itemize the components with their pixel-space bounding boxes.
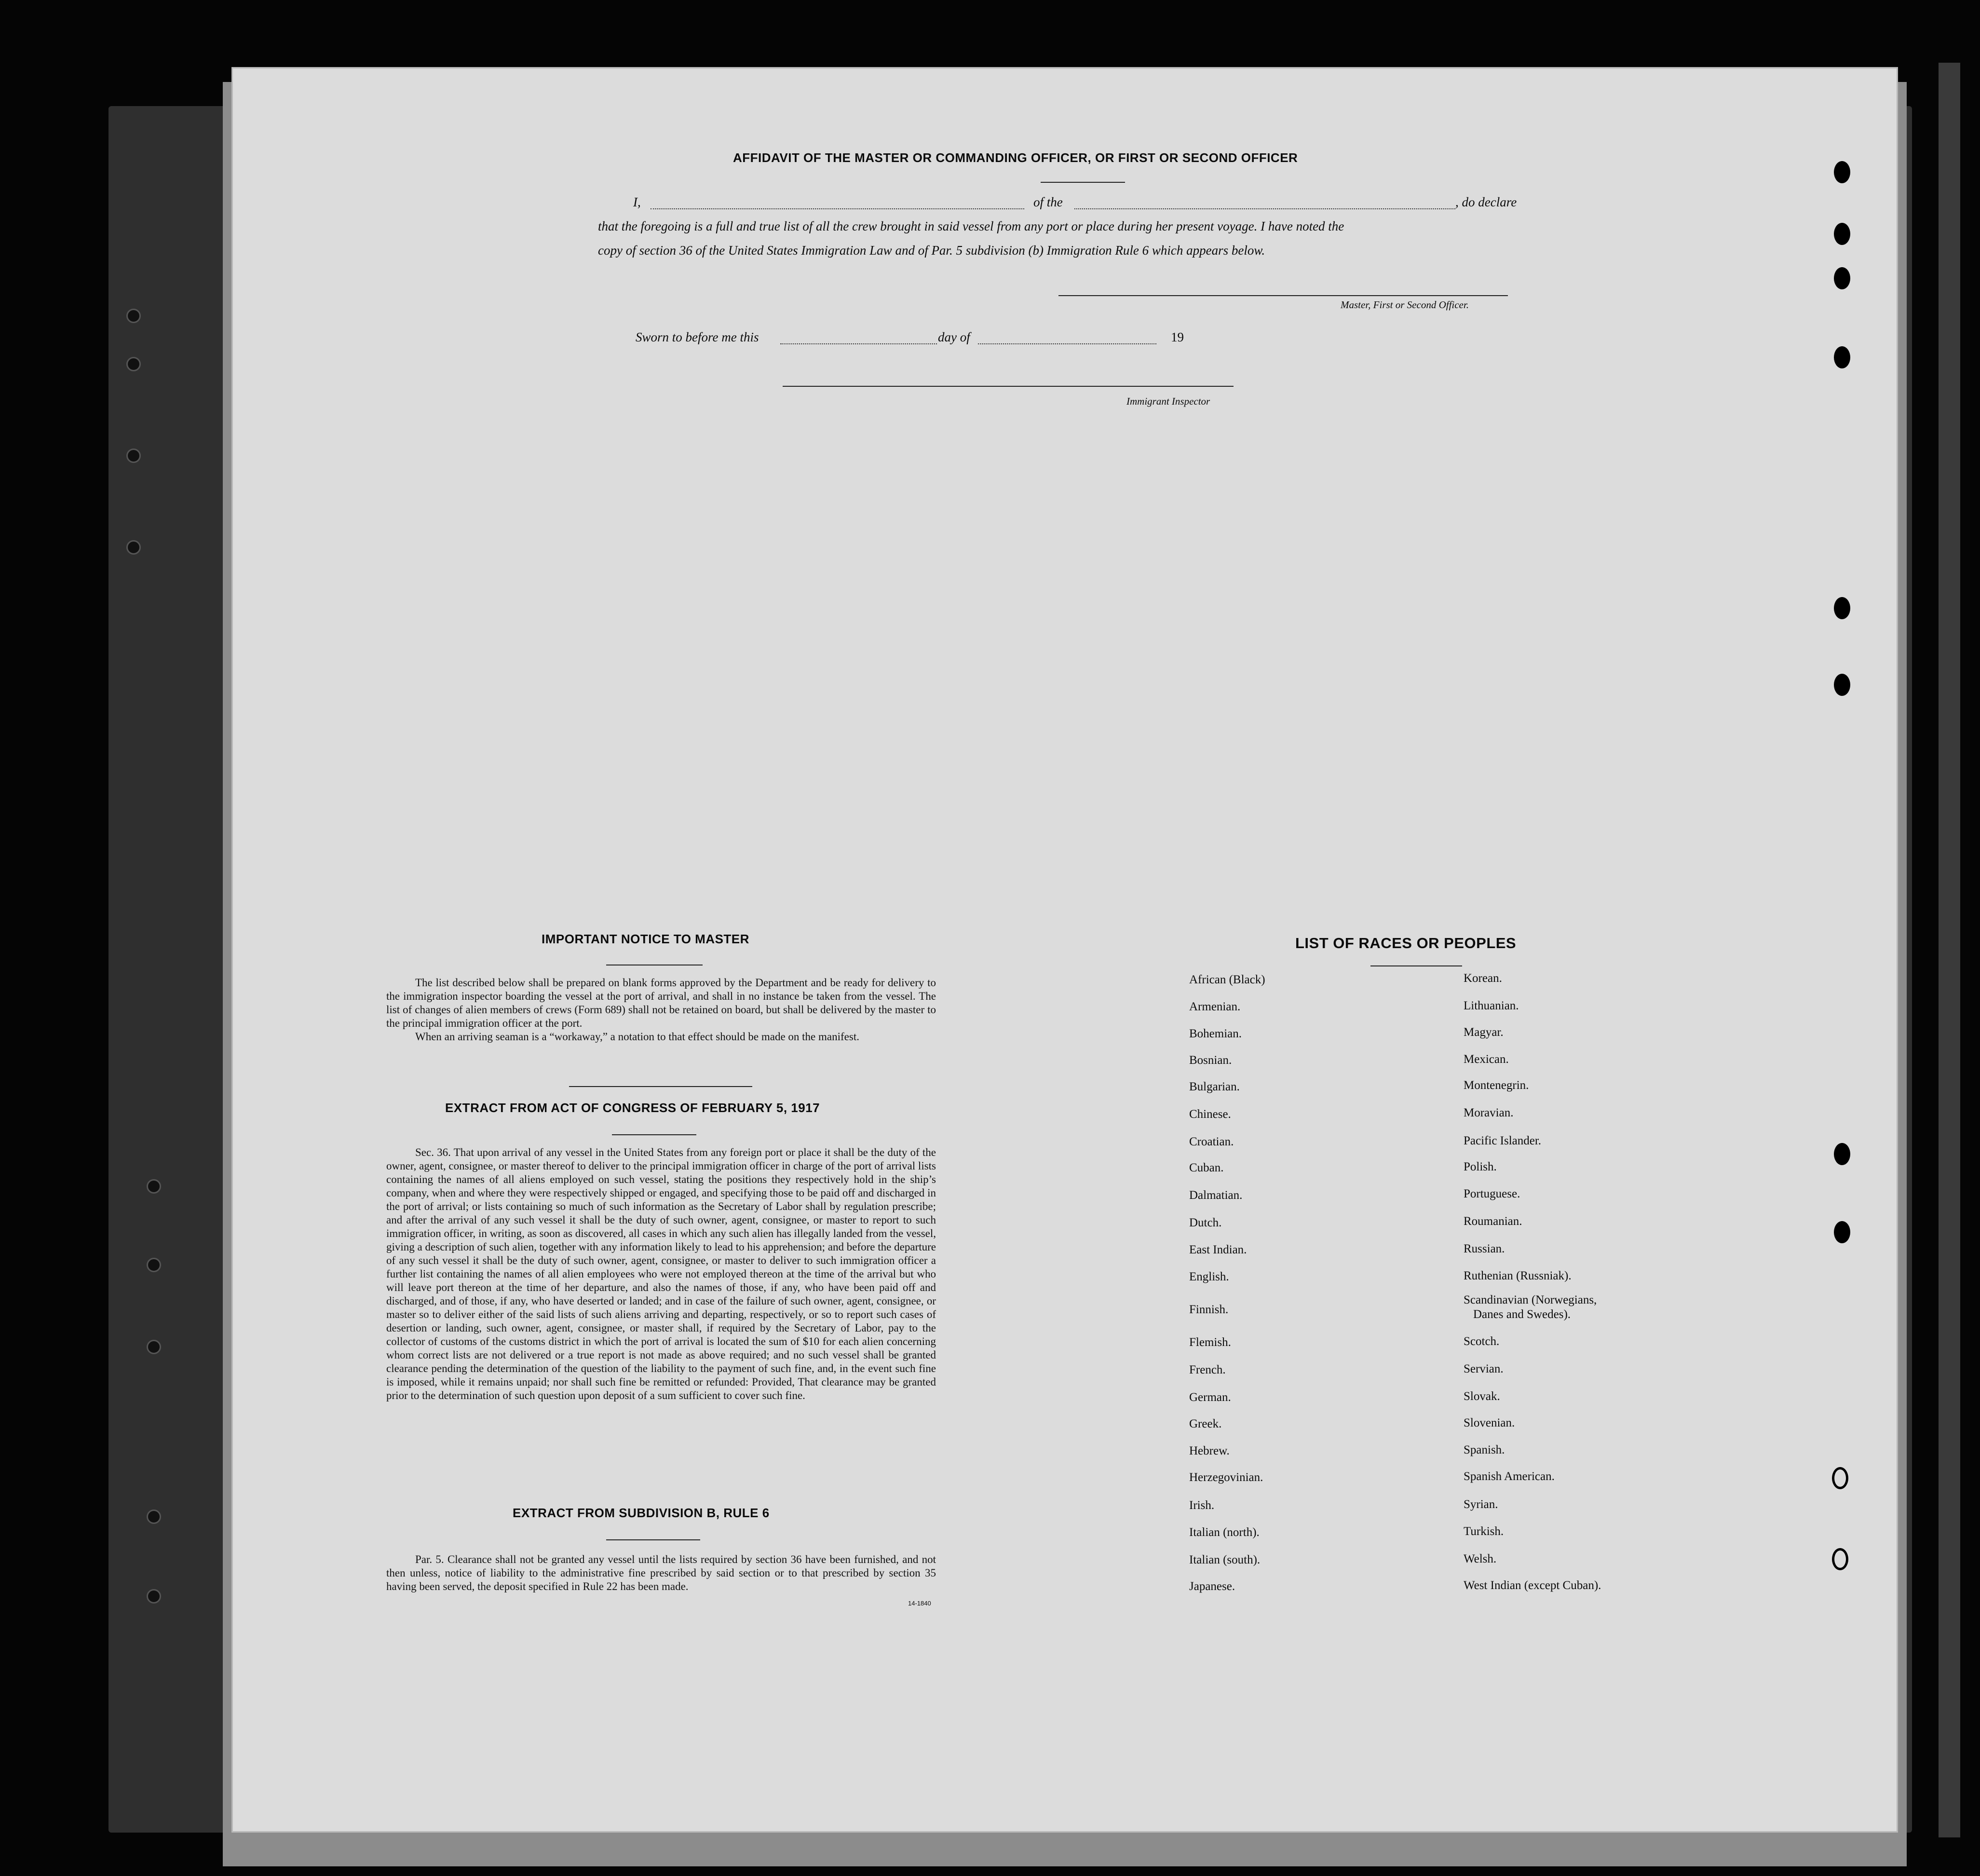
race-item: Greek.: [1189, 1417, 1222, 1430]
races-title-rule: [1370, 965, 1462, 966]
race-item: Herzegovinian.: [1189, 1471, 1263, 1484]
race-item: East Indian.: [1189, 1243, 1247, 1256]
declarant-name-field[interactable]: [651, 208, 1024, 209]
notice-paragraph-1: The list described below shall be prepared on blank forms approved by the Department and be ready for delivery to the immigration inspector boarding the vessel at the port of arrival, and shall in no instance be taken from the vessel. The list of changes of alien members of crews (Form 689) shall not be retained on board, but shall be delivered by the master to the principal immigration officer at the port.: [386, 977, 936, 1029]
race-item: French.: [1189, 1363, 1226, 1376]
race-item: Korean.: [1464, 972, 1502, 985]
race-item: Danes and Swedes).: [1473, 1308, 1571, 1321]
race-item: Scandinavian (Norwegians,: [1464, 1293, 1597, 1306]
notice-title: IMPORTANT NOTICE TO MASTER: [542, 932, 749, 946]
binder-hole: [126, 357, 141, 371]
race-item: Bohemian.: [1189, 1027, 1242, 1040]
officer-signature-label: Master, First or Second Officer.: [1341, 299, 1469, 311]
race-item: African (Black): [1189, 973, 1265, 986]
inspector-signature-line[interactable]: [783, 386, 1234, 387]
declarant-label: I,: [633, 195, 641, 209]
race-item: Cuban.: [1189, 1161, 1224, 1174]
rule6-title: EXTRACT FROM SUBDIVISION B, RULE 6: [513, 1506, 770, 1520]
binder-hole: [147, 1179, 161, 1194]
race-item: Slovak.: [1464, 1390, 1500, 1403]
punch-hole: [1834, 267, 1850, 289]
race-item: Spanish American.: [1464, 1470, 1555, 1483]
binder-hole: [147, 1340, 161, 1354]
race-item: Portuguese.: [1464, 1187, 1520, 1200]
sworn-year-label: 19: [1171, 330, 1184, 344]
races-title: LIST OF RACES OR PEOPLES: [1295, 935, 1517, 952]
binder-hole: [147, 1509, 161, 1524]
notice-divider: [569, 1086, 752, 1087]
punch-hole: [1834, 1221, 1850, 1243]
form-number: 14-1840: [908, 1600, 931, 1607]
race-item: Hebrew.: [1189, 1444, 1230, 1457]
binder-hole: [147, 1589, 161, 1604]
punch-hole: [1834, 597, 1850, 619]
punch-hole: [1834, 674, 1850, 696]
binder-hole: [126, 540, 141, 555]
race-item: Dalmatian.: [1189, 1189, 1243, 1202]
affidavit-title-rule: [1041, 182, 1125, 183]
race-item: Lithuanian.: [1464, 999, 1519, 1012]
affidavit-title: AFFIDAVIT OF THE MASTER OR COMMANDING OFFICER, OR FIRST OR SECOND OFFICER: [733, 150, 1298, 165]
affidavit-line-3: copy of section 36 of the United States Immigration Law and of Par. 5 subdivision (b) Immigration Rule 6 which appears below.: [598, 243, 1265, 258]
race-item: Moravian.: [1464, 1106, 1514, 1119]
inspector-label: Immigrant Inspector: [1126, 395, 1210, 407]
act-title: EXTRACT FROM ACT OF CONGRESS OF FEBRUARY 5, 1917: [445, 1101, 820, 1115]
sworn-label: Sworn to before me this: [636, 330, 759, 344]
race-item: Turkish.: [1464, 1525, 1504, 1538]
race-item: Polish.: [1464, 1160, 1497, 1173]
race-item: Bulgarian.: [1189, 1080, 1240, 1093]
race-item: Syrian.: [1464, 1498, 1498, 1511]
race-item: Italian (north).: [1189, 1526, 1260, 1539]
race-item: Servian.: [1464, 1362, 1504, 1375]
binder-hole: [126, 449, 141, 463]
sworn-month-field[interactable]: [978, 343, 1156, 344]
race-item: Welsh.: [1464, 1552, 1497, 1565]
race-item: Roumanian.: [1464, 1215, 1522, 1228]
race-item: Bosnian.: [1189, 1054, 1232, 1067]
notice-paragraph-2: When an arriving seaman is a “workaway,” a notation to that effect should be made on the manifest.: [415, 1031, 859, 1043]
race-item: German.: [1189, 1391, 1231, 1404]
binder-hole: [126, 309, 141, 323]
act-section-36: Sec. 36. That upon arrival of any vessel in the United States from any foreign port or place it shall be the duty of the owner, agent, consignee, or master thereof to deliver to the principal immigration officer in charge of the port of arrival lists containing the names of all aliens employed on such vessel, stating the positions they respectively hold in the ship’s company, when and where they were respectively shipped or engaged, and specifying those to be paid off and discharged in the port of arrival; or lists containing so much of such information as the Secretary of Labor shall by regulation prescribe; and after the arrival of any such vessel it shall be the duty of such owner, agent, consignee, or master to report to such immigration officer, in writing, as soon as discovered, all cases in which any such alien has illegally landed from the vessel, giving a description of such alien, together with any information likely to lead to his apprehension; and before the departure of any such vessel it shall be the duty of such owner, agent, consignee, or master to deliver to such immigration officer a further list containing the names of all alien employees who were not employed thereon at the time of the arrival but who will leave port thereon at the time of her departure, and also the names of those, if any, who have been paid off and discharged, and of those, if any, who have deserted or landed; and in case of the failure of such owner, agent, consignee, or master so to deliver either of the said lists of such aliens arriving and departing, respectively, or so to report such cases of desertion or landing, such owner, agent, consignee, or master shall, if required by the Secretary of Labor, pay to the collector of customs of the customs district in which the port of arrival is located the sum of $10 for each alien concerning whom correct lists are not delivered or a true report is not made as above required; and no such vessel shall be granted clearance pending the determination of the question of the liability to the payment of such fine, and, in the event such fine is imposed, while it remains unpaid; nor shall such fine be remitted or refunded: Provided, That clearance may be granted prior to the determination of such question upon deposit of a sum sufficient to cover such fine.: [386, 1146, 936, 1401]
rule6-paragraph: Par. 5. Clearance shall not be granted any vessel until the lists required by section 36 have been furnished, and not then unless, notice of liability to the administrative fine prescribed by said section or to that prescribed by section 35 having been served, the deposit specified in Rule 22 has been made.: [386, 1553, 936, 1592]
race-item: Chinese.: [1189, 1108, 1231, 1121]
race-item: Magyar.: [1464, 1026, 1504, 1039]
race-item: English.: [1189, 1270, 1229, 1283]
punch-ring: [1832, 1548, 1848, 1570]
race-item: Armenian.: [1189, 1000, 1241, 1013]
race-item: Montenegrin.: [1464, 1079, 1529, 1092]
race-item: Irish.: [1189, 1499, 1215, 1512]
race-item: Croatian.: [1189, 1135, 1234, 1148]
race-item: Dutch.: [1189, 1216, 1222, 1229]
race-item: West Indian (except Cuban).: [1464, 1579, 1601, 1592]
declare-text: , do declare: [1455, 195, 1517, 209]
punch-hole: [1834, 1143, 1850, 1165]
race-item: Italian (south).: [1189, 1553, 1261, 1566]
punch-hole: [1834, 223, 1850, 245]
vessel-label: of the: [1033, 195, 1063, 209]
sworn-day-field[interactable]: [780, 343, 937, 344]
race-item: Russian.: [1464, 1242, 1505, 1255]
punch-hole: [1834, 346, 1850, 368]
race-item: Finnish.: [1189, 1303, 1229, 1316]
rule6-title-rule: [606, 1539, 700, 1540]
race-item: Japanese.: [1189, 1580, 1235, 1593]
race-item: Ruthenian (Russniak).: [1464, 1269, 1572, 1282]
race-item: Pacific Islander.: [1464, 1134, 1542, 1147]
race-item: Flemish.: [1189, 1336, 1231, 1349]
race-item: Spanish.: [1464, 1443, 1505, 1456]
race-item: Scotch.: [1464, 1335, 1500, 1348]
punch-hole: [1834, 161, 1850, 183]
manifest-page: [233, 68, 1897, 1831]
vessel-name-field[interactable]: [1074, 208, 1455, 209]
act-title-rule: [612, 1134, 696, 1135]
race-item: Slovenian.: [1464, 1416, 1515, 1429]
race-item: Mexican.: [1464, 1053, 1509, 1066]
affidavit-line-2: that the foregoing is a full and true list of all the crew brought in said vessel from any port or place during her present voyage. I have noted the: [598, 219, 1344, 233]
officer-signature-line[interactable]: [1058, 295, 1508, 296]
binder-hole: [147, 1258, 161, 1272]
punch-ring: [1832, 1467, 1848, 1489]
binder-edge: [1939, 63, 1960, 1837]
day-of-label: day of: [938, 330, 970, 344]
